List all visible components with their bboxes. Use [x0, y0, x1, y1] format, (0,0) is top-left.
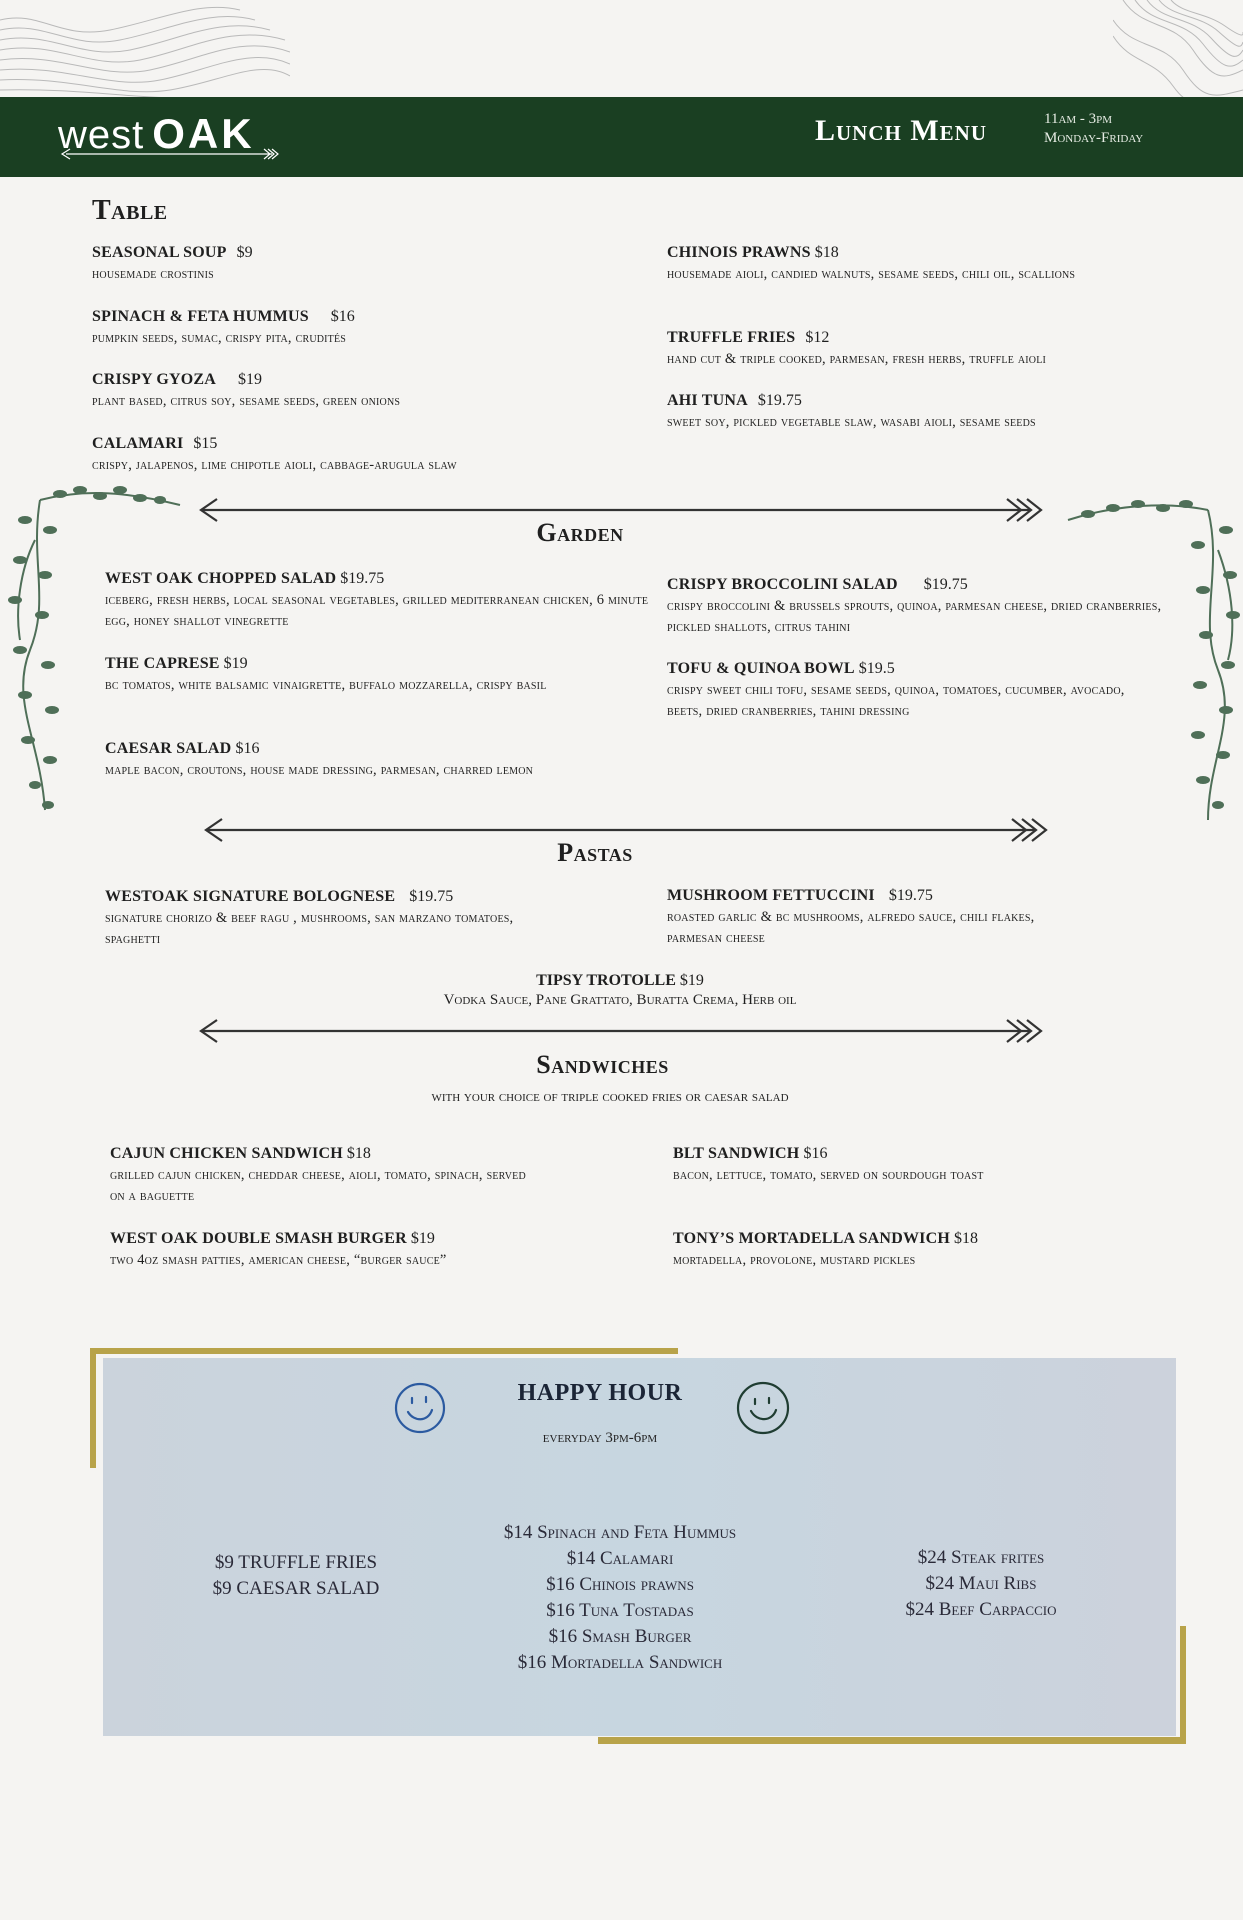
gold-frame-edge — [90, 1348, 96, 1468]
smiley-icon — [392, 1380, 448, 1436]
hours-days: Monday-Friday — [1044, 130, 1144, 146]
topographic-lines-decoration — [0, 0, 290, 98]
item-name: TOFU & QUINOA BOWL — [667, 660, 855, 677]
item-description: sweet soy, pickled vegetable slaw, wasabi aioli, sesame seeds — [667, 414, 1036, 430]
arrow-divider-icon — [195, 1018, 1047, 1044]
item-description: mortadella, provolone, mustard pickles — [673, 1252, 916, 1268]
item-name: CALAMARI — [92, 435, 184, 452]
happy-hour-item: $16 Chinois prawns — [546, 1574, 694, 1595]
sandwiches-subtitle: with your choice of triple cooked fries or caesar salad — [431, 1089, 789, 1105]
item-description: grilled cajun chicken, cheddar cheese, aioli, tomato, spinach, served on a baguette — [110, 1167, 526, 1204]
happy-hour-item: $16 Tuna Tostadas — [546, 1600, 694, 1621]
section-title-garden: Garden — [536, 518, 624, 547]
item-name: SEASONAL SOUP — [92, 244, 227, 261]
item-description: bacon, lettuce, tomato, served on sourdough toast — [673, 1167, 984, 1183]
item-description: housemade crostinis — [92, 266, 214, 282]
hours-time: 11am - 3pm — [1044, 111, 1113, 127]
item-name: SPINACH & FETA HUMMUS — [92, 308, 309, 325]
menu-item — [667, 660, 1147, 722]
item-price: $19 — [223, 655, 248, 672]
menu-item — [105, 570, 665, 632]
item-price: $19.75 — [409, 888, 454, 905]
item-description: roasted garlic & bc mushrooms, alfredo sauce, chili flakes, parmesan cheese — [667, 909, 1035, 946]
logo-light-text: west — [58, 113, 145, 157]
item-price: $19 — [238, 371, 263, 388]
menu-item — [92, 371, 652, 412]
item-name: CRISPY GYOZA — [92, 371, 217, 388]
item-price: $16 — [235, 740, 260, 757]
menu-item — [667, 244, 1207, 285]
happy-hour-item: $16 Mortadella Sandwich — [517, 1652, 723, 1673]
item-price: $19.75 — [923, 576, 968, 593]
item-price: $19 — [679, 972, 704, 989]
menu-title: Lunch Menu — [815, 114, 987, 147]
menu-item — [105, 655, 645, 696]
item-description: plant based, citrus soy, sesame seeds, green onions — [92, 393, 401, 409]
logo-arrow-icon — [58, 148, 280, 160]
logo-bold-text: OAK — [152, 110, 255, 157]
item-name: CHINOIS PRAWNS — [667, 244, 811, 261]
item-name: TRUFFLE FRIES — [667, 329, 796, 346]
menu-item — [110, 1145, 610, 1207]
item-name: TONY’S MORTADELLA SANDWICH — [673, 1230, 950, 1247]
gold-frame-edge — [1180, 1626, 1186, 1744]
item-description: crispy sweet chili tofu, sesame seeds, quinoa, tomatoes, cucumber, avocado, beets, dried cranberries, tahini dressing — [667, 682, 1125, 719]
item-name: CRISPY BROCCOLINI SALAD — [667, 576, 898, 593]
topographic-lines-decoration — [1113, 0, 1243, 98]
menu-item — [92, 244, 652, 285]
happy-hour-title: HAPPY HOUR — [517, 1380, 683, 1406]
item-price: $18 — [953, 1230, 978, 1247]
happy-hour-column-2 — [440, 1520, 800, 1676]
item-price: $19.75 — [888, 887, 933, 904]
item-name: CAESAR SALAD — [105, 740, 232, 757]
item-description: Vodka Sauce, Pane Grattato, Buratta Crema, Herb oil — [443, 992, 797, 1008]
smiley-icon — [734, 1380, 792, 1436]
section-title-table: Table — [92, 195, 168, 226]
menu-item-centered — [300, 972, 940, 1009]
item-description: crispy, jalapenos, lime chipotle aioli, cabbage-arugula slaw — [92, 457, 457, 473]
happy-hour-item: $9 CAESAR SALAD — [212, 1578, 380, 1599]
item-price: $19.75 — [340, 570, 385, 587]
happy-hour-item: $14 Spinach and Feta Hummus — [503, 1522, 737, 1543]
menu-item — [92, 435, 652, 476]
item-description: housemade aioli, candied walnuts, sesame seeds, chili oil, scallions — [667, 266, 1076, 282]
menu-item — [673, 1230, 1213, 1271]
item-price: $12 — [805, 329, 830, 346]
item-name: WEST OAK DOUBLE SMASH BURGER — [110, 1230, 407, 1247]
happy-hour-item: $9 TRUFFLE FRIES — [214, 1552, 378, 1573]
item-description: bc tomatos, white balsamic vinaigrette, buffalo mozzarella, crispy basil — [105, 677, 547, 693]
gold-frame-edge — [90, 1348, 678, 1354]
item-price: $16 — [803, 1145, 828, 1162]
item-name: TIPSY TROTOLLE — [536, 972, 676, 989]
item-description: signature chorizo & beef ragu , mushrooms, san marzano tomatoes, spaghetti — [105, 910, 514, 947]
item-description: crispy broccolini & brussels sprouts, quinoa, parmesan cheese, dried cranberries, pickled shallots, citrus tahini — [667, 598, 1162, 635]
item-name: CAJUN CHICKEN SANDWICH — [110, 1145, 343, 1162]
item-price: $15 — [193, 435, 218, 452]
menu-item — [667, 329, 1227, 370]
menu-item — [667, 887, 1207, 949]
item-name: WESTOAK SIGNATURE BOLOGNESE — [105, 888, 396, 905]
menu-item — [667, 576, 1167, 638]
item-price: $16 — [330, 308, 355, 325]
item-price: $19.75 — [757, 392, 802, 409]
happy-hour-item: $16 Smash Burger — [548, 1626, 692, 1647]
menu-item — [92, 308, 652, 349]
item-name: AHI TUNA — [667, 392, 748, 409]
menu-item — [105, 888, 645, 950]
item-price: $19.5 — [858, 660, 895, 677]
happy-hour-hours: everyday 3pm-6pm — [542, 1430, 658, 1446]
menu-item — [105, 740, 625, 781]
item-description: iceberg, fresh herbs, local seasonal vegetables, grilled mediterranean chicken, 6 minute egg, honey shallot vinegrette — [105, 592, 649, 629]
item-price: $9 — [236, 244, 253, 261]
item-name: WEST OAK CHOPPED SALAD — [105, 570, 337, 587]
menu-item — [673, 1145, 1213, 1186]
item-price: $18 — [814, 244, 839, 261]
menu-item — [110, 1230, 610, 1271]
item-name: BLT SANDWICH — [673, 1145, 800, 1162]
happy-hour-column-1 — [170, 1550, 422, 1602]
happy-hour-item: $24 Maui Ribs — [925, 1573, 1037, 1594]
item-description: pumpkin seeds, sumac, crispy pita, crudités — [92, 330, 347, 346]
item-description: two 4oz smash patties, american cheese, “burger sauce” — [110, 1252, 447, 1268]
item-price: $18 — [346, 1145, 371, 1162]
item-name: MUSHROOM FETTUCCINI — [667, 887, 875, 904]
happy-hour-item: $24 Beef Carpaccio — [905, 1599, 1057, 1620]
menu-item — [667, 392, 1207, 433]
item-description: hand cut & triple cooked, parmesan, fresh herbs, truffle aioli — [667, 351, 1047, 367]
item-description: maple bacon, croutons, house made dressing, parmesan, charred lemon — [105, 762, 534, 778]
happy-hour-column-3 — [850, 1545, 1112, 1623]
gold-frame-edge — [598, 1737, 1186, 1744]
hours-text — [1044, 110, 1143, 148]
happy-hour-item: $14 Calamari — [566, 1548, 674, 1569]
item-name: THE CAPRESE — [105, 655, 220, 672]
section-title-sandwiches: Sandwiches — [536, 1050, 669, 1079]
item-price: $19 — [410, 1230, 435, 1247]
section-title-pastas: Pastas — [557, 838, 633, 867]
happy-hour-item: $24 Steak frites — [917, 1547, 1045, 1568]
